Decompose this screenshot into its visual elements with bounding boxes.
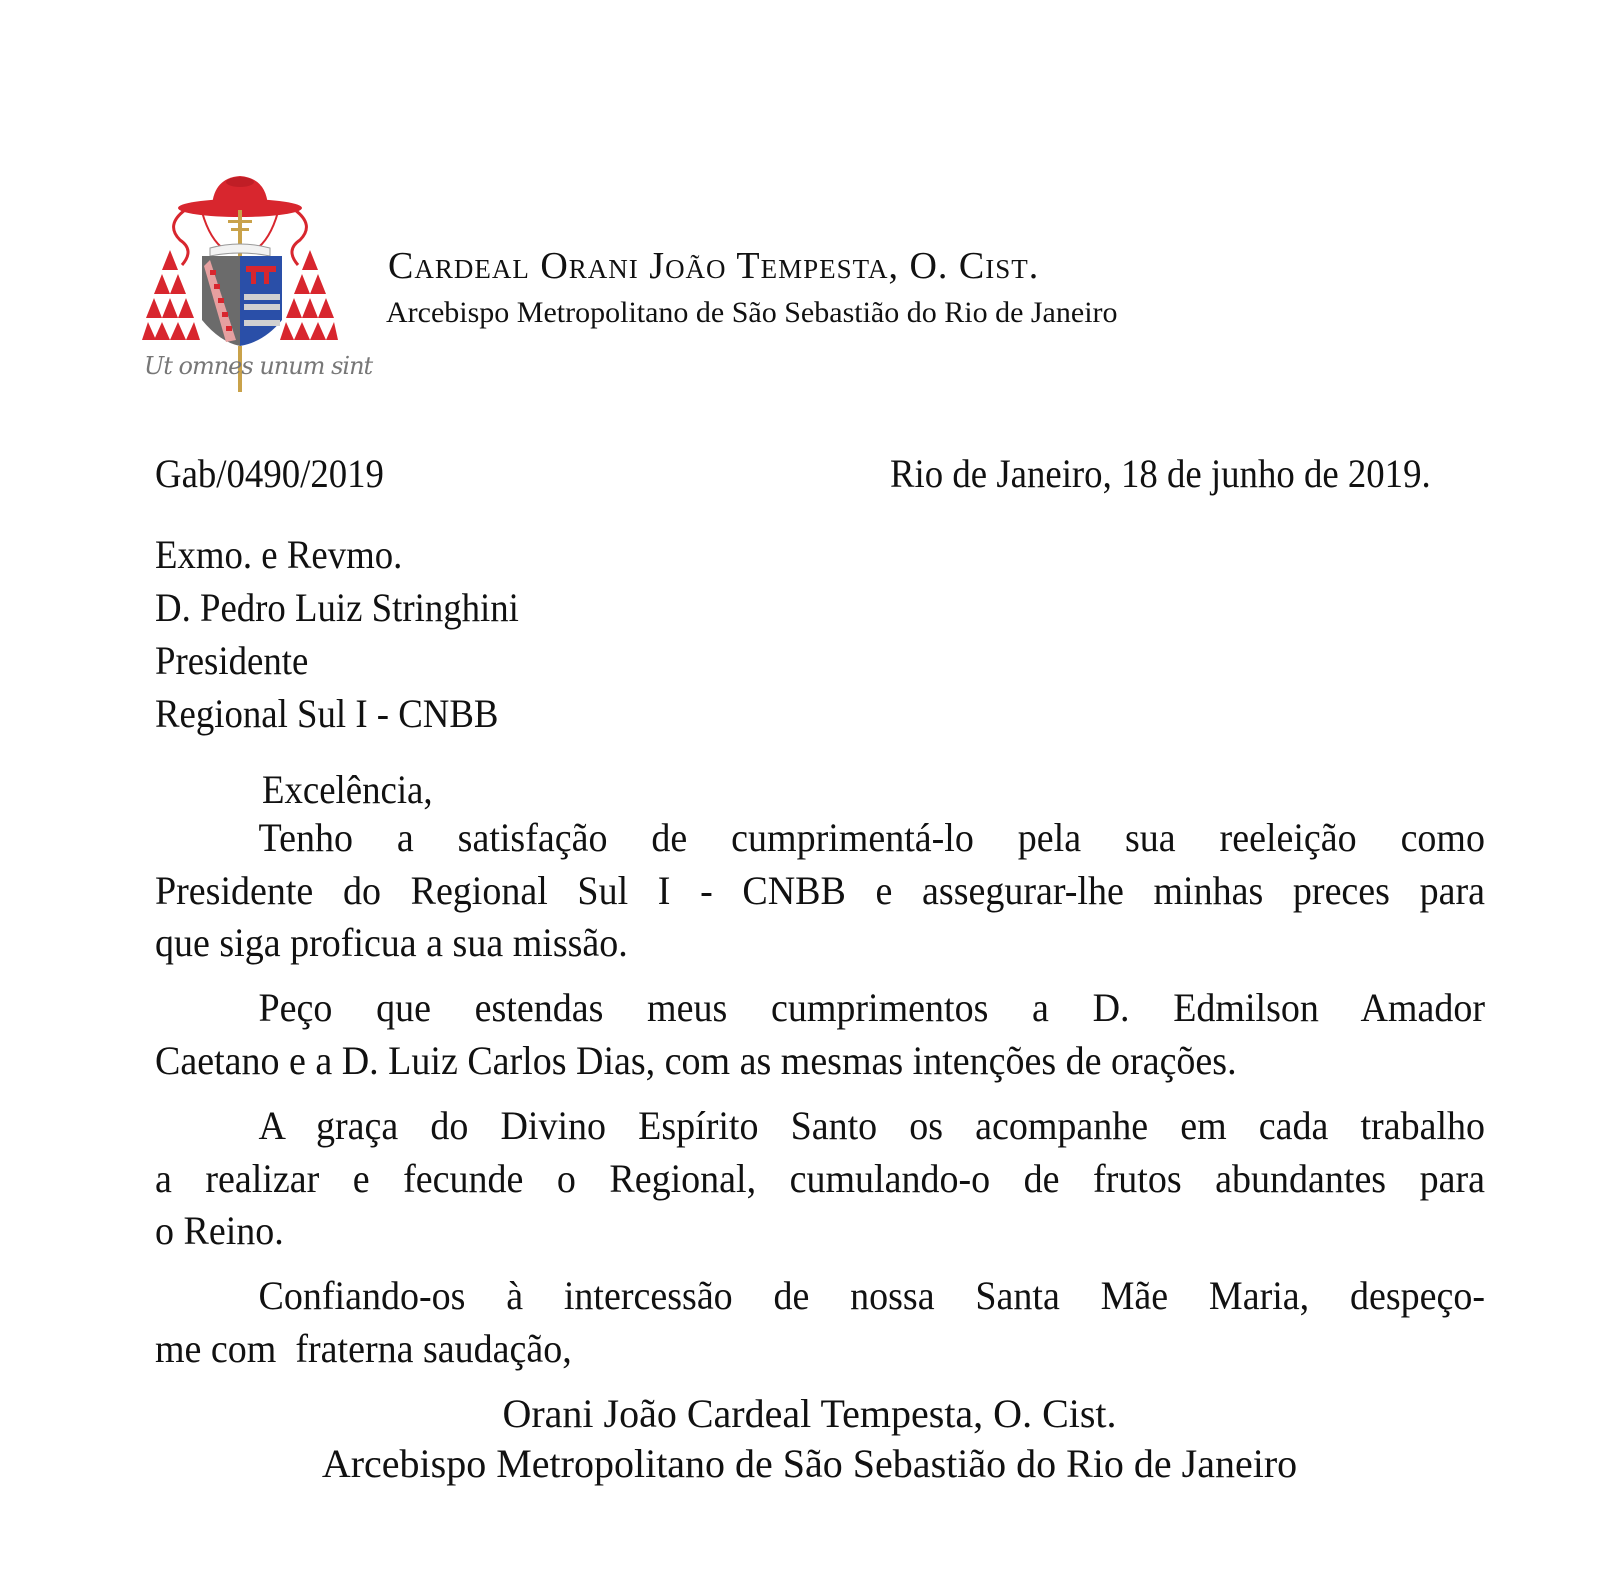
signature-name: Orani João Cardeal Tempesta, O. Cist.: [502, 1391, 1117, 1436]
paragraph-line: A graça do Divino Espírito Santo os acompanhe em cada trabalho: [258, 1103, 1485, 1148]
paragraph-line: Tenho a satisfação de cumprimentá-lo pela sua reeleição como: [258, 815, 1485, 860]
letterhead-subtitle: Arcebispo Metropolitano de São Sebastião do Rio de Janeiro: [386, 296, 1118, 329]
coat-of-arms-logo: [140, 170, 373, 400]
paragraph-line: me com fraterna saudação,: [155, 1325, 572, 1371]
paragraph-line: Caetano e a D. Luiz Carlos Dias, com as mesmas intenções de orações.: [155, 1037, 1237, 1083]
paragraph-line: a realizar e fecunde o Regional, cumulando-o de frutos abundantes para: [155, 1155, 1485, 1201]
addressee-line: Exmo. e Revmo.: [155, 532, 403, 577]
signature-title: Arcebispo Metropolitano de São Sebastião do Rio de Janeiro: [321, 1441, 1298, 1486]
reference-number: Gab/0490/2019: [155, 451, 384, 496]
paragraph-line: que siga proficua a sua missão.: [155, 920, 628, 965]
paragraph: [155, 1270, 1485, 1375]
paragraph-line: Presidente do Regional Sul I - CNBB e assegurar-lhe minhas preces para: [155, 867, 1485, 913]
crest-motto: Ut omnes unum sint: [144, 352, 373, 380]
salutation: Excelência,: [262, 767, 433, 812]
paragraph: [155, 812, 1485, 970]
paragraph: [155, 1100, 1485, 1258]
paragraph: [155, 982, 1485, 1087]
addressee-line: Presidente: [155, 638, 309, 683]
letterhead-title: Cardeal Orani João Tempesta, O. Cist.: [388, 245, 1040, 287]
place-date: Rio de Janeiro, 18 de junho de 2019.: [890, 451, 1431, 496]
paragraph-line: Peço que estendas meus cumprimentos a D. Edmilson Amador: [258, 985, 1485, 1030]
addressee-line: D. Pedro Luiz Stringhini: [155, 585, 519, 630]
addressee-block: [155, 528, 519, 740]
paragraph-line: Confiando-os à intercessão de nossa Santa Mãe Maria, despeço-: [258, 1273, 1485, 1318]
addressee-line: Regional Sul I - CNBB: [155, 691, 499, 736]
paragraph-line: o Reino.: [155, 1208, 284, 1253]
